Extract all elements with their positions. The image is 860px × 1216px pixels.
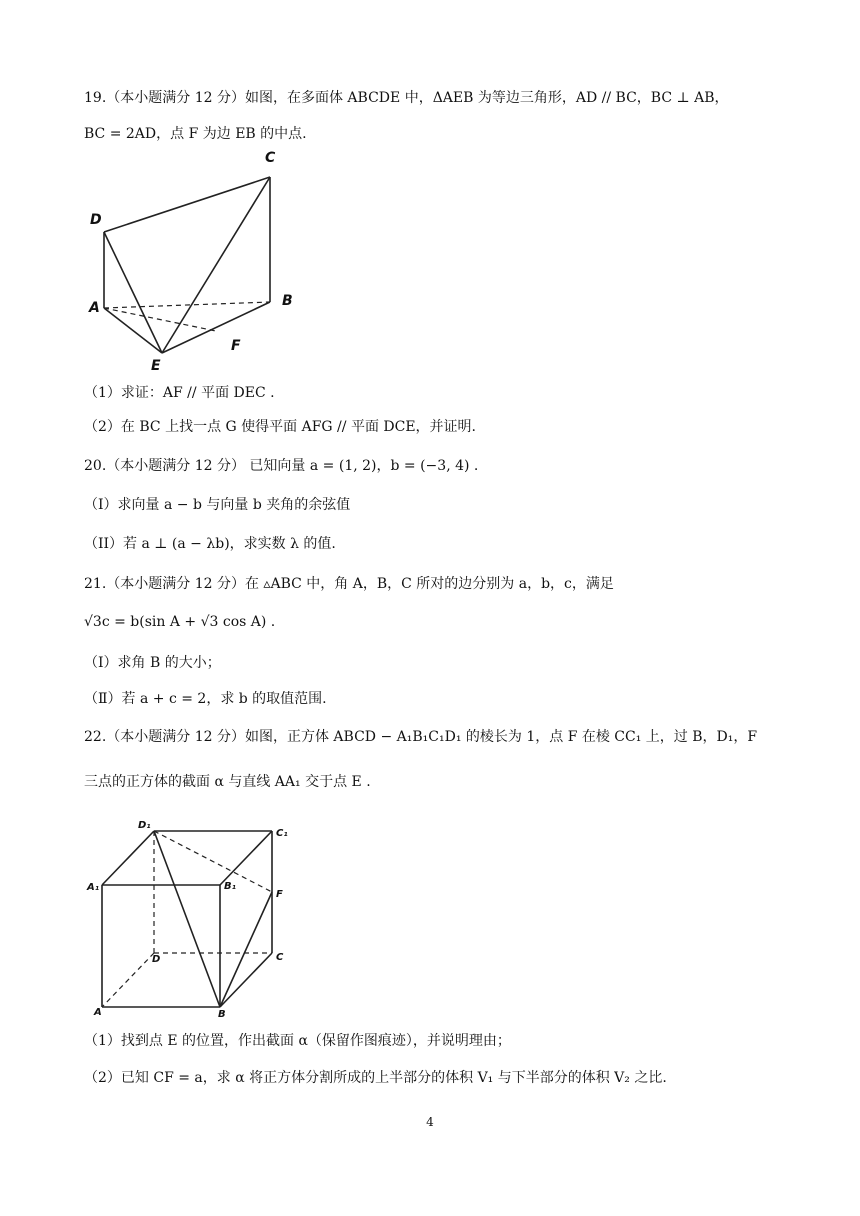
q20-part2: （II）若 a ⊥ (a − λb)，求实数 λ 的值. — [84, 536, 336, 552]
q20-line1: 20.（本小题满分 12 分） 已知向量 a = (1, 2)，b = (−3, 4) . — [84, 458, 479, 474]
q19-line1: 19.（本小题满分 12 分）如图，在多面体 ABCDE 中，ΔAEB 为等边三角形，AD // BC，BC ⊥ AB， — [84, 90, 729, 106]
q22-label-C1: C₁ — [276, 828, 288, 839]
q19-label-E: E — [151, 358, 161, 374]
q22-label-A1: A₁ — [87, 882, 100, 893]
q19-label-F: F — [231, 338, 241, 354]
q19-line2: BC = 2AD，点 F 为边 EB 的中点. — [84, 126, 307, 142]
q19-label-B: B — [282, 293, 293, 309]
q22-label-D: D — [152, 954, 161, 965]
q22-line1: 22.（本小题满分 12 分）如图，正方体 ABCD − A₁B₁C₁D₁ 的棱长为 1，点 F 在棱 CC₁ 上，过 B，D₁，F — [84, 729, 758, 745]
q22-part1: （1）找到点 E 的位置，作出截面 α（保留作图痕迹），并说明理由； — [84, 1033, 511, 1049]
q21-line2: √3c = b(sin A + √3 cos A) . — [84, 614, 276, 630]
q22-label-D1: D₁ — [138, 820, 151, 831]
q19-polyhedron-figure — [80, 145, 310, 375]
q22-label-B1: B₁ — [224, 881, 237, 892]
q20-part1: （I）求向量 a − b 与向量 b 夹角的余弦值 — [84, 497, 351, 513]
q22-label-C: C — [276, 952, 284, 963]
q19-part1: （1）求证：AF // 平面 DEC . — [84, 385, 275, 401]
q22-label-F: F — [276, 889, 283, 900]
q19-label-D: D — [90, 212, 102, 228]
q19-label-A: A — [89, 300, 100, 316]
page-number: 4 — [426, 1115, 434, 1129]
q21-line1: 21.（本小题满分 12 分）在 ▵ABC 中，角 A，B，C 所对的边分别为 a，b，c，满足 — [84, 576, 614, 592]
q22-label-A: A — [94, 1007, 102, 1018]
q21-part2: （Ⅱ）若 a + c = 2，求 b 的取值范围. — [84, 691, 327, 707]
q21-part1: （Ⅰ）求角 B 的大小； — [84, 655, 221, 671]
q22-line2: 三点的正方体的截面 α 与直线 AA₁ 交于点 E . — [84, 774, 371, 790]
q19-part2: （2）在 BC 上找一点 G 使得平面 AFG // 平面 DCE，并证明. — [84, 419, 476, 435]
q22-cube-figure — [80, 815, 310, 1020]
q22-part2: （2）已知 CF = a，求 α 将正方体分割所成的上半部分的体积 V₁ 与下半部分的体积 V₂ 之比. — [84, 1070, 667, 1086]
q19-label-C: C — [265, 150, 276, 166]
q22-label-B: B — [218, 1009, 226, 1020]
